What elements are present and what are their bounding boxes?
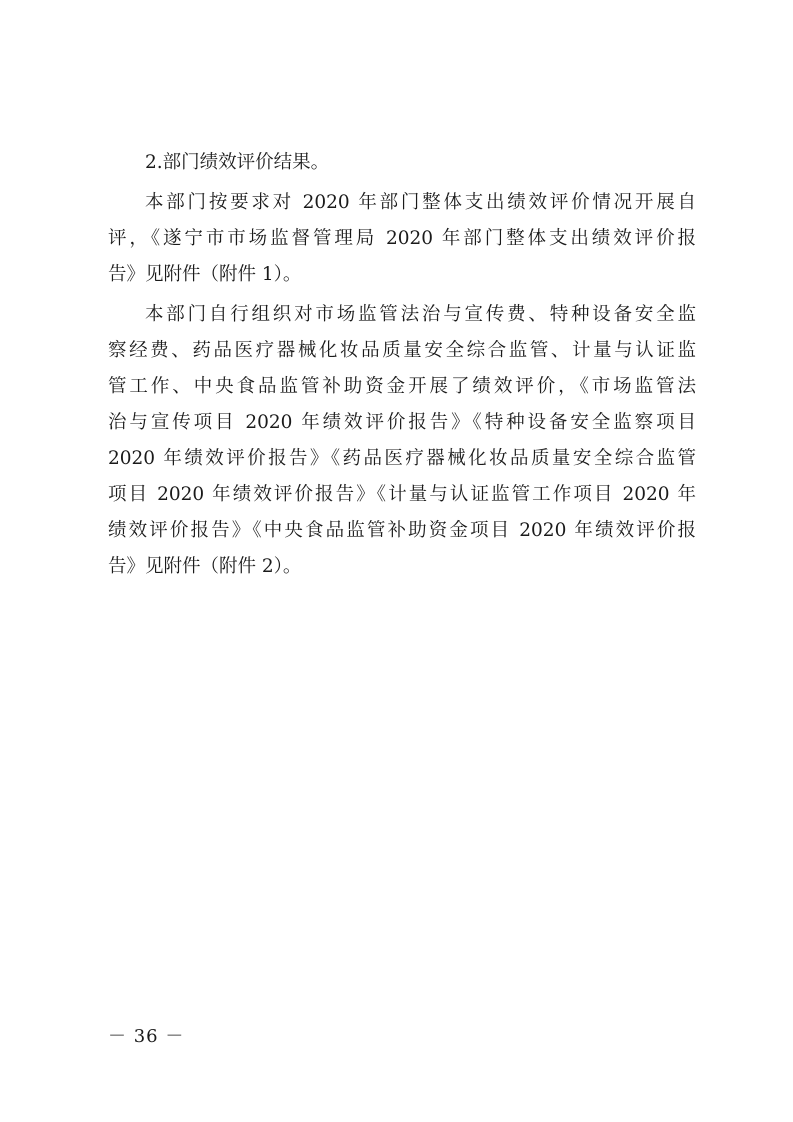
paragraph-line: 治与宣传项目 2020 年绩效评价报告》《特种设备安全监察项目 [108,412,696,433]
paragraph-line: 察经费、药品医疗器械化妆品质量安全综合监管、计量与认证监 [108,340,696,361]
paragraph-line: 绩效评价报告》《中央食品监管补助资金项目 2020 年绩效评价报 [108,520,696,541]
paragraph-line: 本部门自行组织对市场监管法治与宣传费、特种设备安全监 [145,304,696,325]
paragraph-line: 项目 2020 年绩效评价报告》《计量与认证监管工作项目 2020 年 [108,484,696,505]
paragraph-line: 2020 年绩效评价报告》《药品医疗器械化妆品质量安全综合监管 [108,448,696,469]
document-body [108,145,696,585]
paragraph-line: 告》见附件（附件 1）。 [108,264,302,285]
paragraph-line: 告》见附件（附件 2）。 [108,556,302,577]
paragraph-line: 管工作、中央食品监管补助资金开展了绩效评价，《市场监管法 [108,376,696,397]
paragraph-project-evaluation [108,297,696,585]
paragraph-line: 本部门按要求对 2020 年部门整体支出绩效评价情况开展自 [145,192,696,213]
page-number: － 36 － [108,1026,185,1047]
paragraph-heading [108,145,696,181]
section-heading: 2.部门绩效评价结果。 [145,152,330,173]
paragraph-line: 评，《遂宁市市场监督管理局 2020 年部门整体支出绩效评价报 [108,228,696,249]
paragraph-self-evaluation [108,185,696,293]
